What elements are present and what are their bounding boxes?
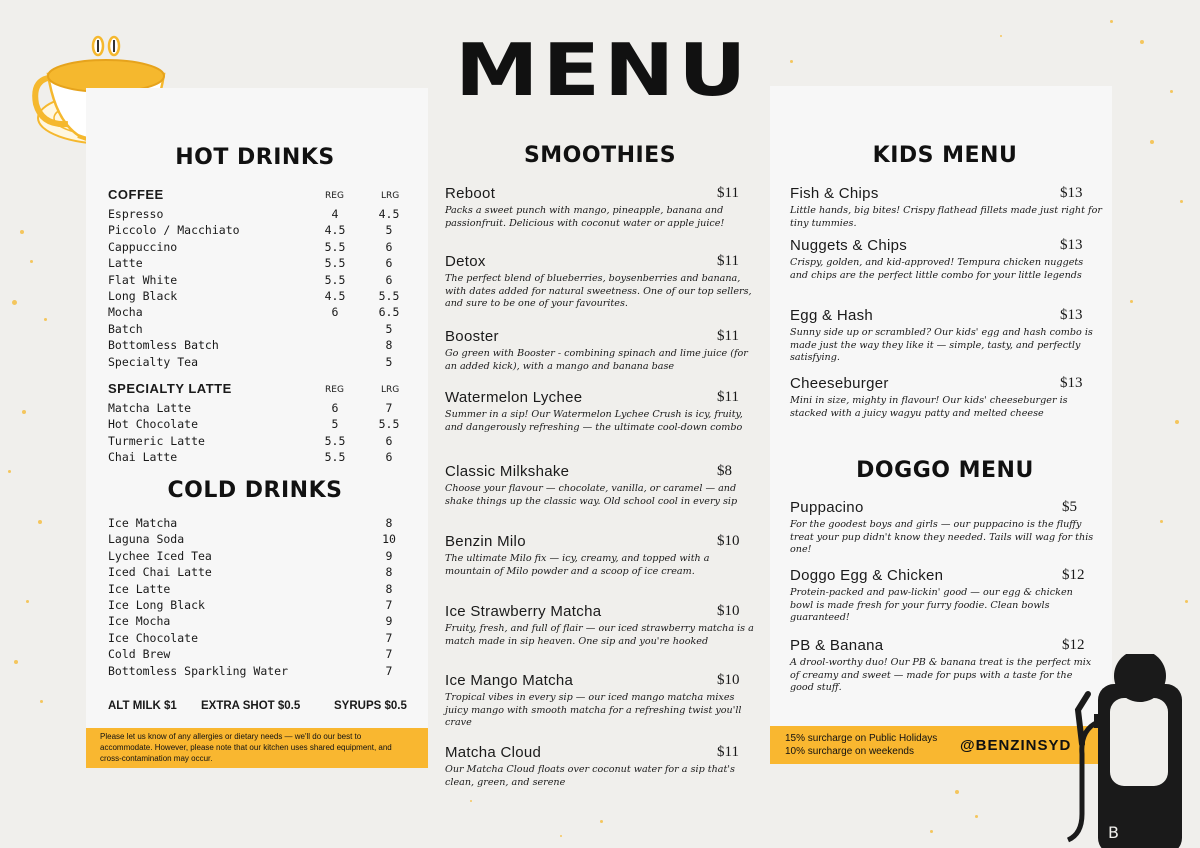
- paint-speck: [40, 700, 43, 703]
- menu-row: [108, 598, 408, 614]
- menu-item: [445, 744, 755, 804]
- item-price: 7: [385, 663, 393, 678]
- specialty-subheading: SPECIALTY LATTE: [108, 381, 232, 396]
- item-name: Puppacino: [790, 499, 864, 516]
- kids-menu-heading: KIDS MENU: [872, 143, 1018, 168]
- menu-item: [790, 307, 1102, 367]
- item-description: The perfect blend of blueberries, boysenberries and banana, with dates added for natural sweetness. One of our top sellers, and sure to be one of your favourites.: [445, 273, 752, 310]
- item-name: Piccolo / Macchiato: [108, 223, 240, 238]
- paint-speck: [12, 300, 17, 305]
- item-reg-price: 4: [331, 207, 339, 221]
- menu-row: [108, 582, 408, 598]
- item-price: 8: [385, 581, 393, 596]
- item-lrg-price: 7: [385, 401, 393, 415]
- coffee-subheading: COFFEE: [108, 187, 164, 202]
- allergy-note: Please let us know of any allergies or dietary needs — we'll do our best to accommodate. However, please note that our kitchen uses shared equipment, and cross-contamination may occur.: [100, 732, 392, 763]
- menu-row: [108, 450, 408, 466]
- item-price: $11: [717, 185, 739, 201]
- menu-item: [445, 672, 755, 732]
- item-name: Chai Latte: [108, 450, 178, 465]
- menu-item: [790, 185, 1102, 245]
- item-name: Long Black: [108, 289, 178, 303]
- paint-speck: [1110, 20, 1113, 23]
- syrups-price: SYRUPS $0.5: [334, 700, 407, 712]
- paint-speck: [975, 815, 978, 818]
- item-name: PB & Banana: [790, 637, 884, 654]
- menu-row: [108, 647, 408, 663]
- hot-drinks-heading: HOT DRINKS: [175, 145, 335, 170]
- item-description: For the goodest boys and girls — our puppacino is the fluffy treat your pup didn't know they needed. Tails will wag for this one!: [790, 519, 1094, 556]
- item-name: Matcha Latte: [108, 401, 192, 415]
- menu-item: [445, 253, 755, 313]
- item-price: 7: [385, 647, 393, 662]
- paint-speck: [20, 230, 24, 234]
- item-description: The ultimate Milo fix — icy, creamy, and topped with a mountain of Milo powder and a scoop of ice cream.: [445, 553, 710, 577]
- item-description: Little hands, big bites! Crispy flathead fillets made just right for tiny tummies.: [790, 205, 1102, 229]
- item-reg-price: 5.5: [324, 272, 346, 287]
- menu-row: [108, 256, 408, 272]
- item-reg-price: 4.5: [324, 289, 346, 303]
- menu-row: [108, 565, 408, 581]
- alt-milk-price: ALT MILK $1: [108, 700, 177, 712]
- item-price: $8: [717, 463, 732, 479]
- menu-item: [790, 637, 1098, 697]
- menu-row: [108, 434, 408, 450]
- menu-row: [108, 631, 408, 647]
- menu-item: [790, 499, 1098, 559]
- item-name: Iced Chai Latte: [108, 565, 212, 580]
- item-name: Ice Matcha: [108, 516, 178, 530]
- item-name: Ice Strawberry Matcha: [445, 603, 602, 620]
- paint-speck: [22, 410, 26, 414]
- item-price: $11: [717, 253, 739, 269]
- menu-row: [108, 614, 408, 630]
- item-description: Fruity, fresh, and full of flair — our iced strawberry matcha is a match made in sip heaven. One sip and you're hooked: [445, 623, 754, 647]
- menu-row: [108, 417, 408, 433]
- item-name: Detox: [445, 253, 486, 270]
- item-description: Packs a sweet punch with mango, pineapple, banana and passionfruit. Delicious with coconut water or apple juice!: [445, 205, 725, 229]
- allergy-note-banner: [86, 728, 428, 768]
- menu-row: [108, 223, 408, 239]
- fuel-pump-icon: [1058, 654, 1188, 848]
- specialty-reg-header: REG: [325, 385, 344, 395]
- paint-speck: [955, 790, 959, 794]
- pump-letter: B: [1108, 823, 1119, 842]
- item-lrg-price: 6: [385, 450, 393, 465]
- doggo-menu-heading: DOGGO MENU: [856, 458, 1034, 483]
- menu-item: [445, 533, 755, 593]
- item-description: Sunny side up or scrambled? Our kids' egg and hash combo is made just the way they like it — simple, tasty, and perfectly satisfying.: [790, 327, 1093, 364]
- coffee-lrg-header: LRG: [381, 191, 400, 201]
- menu-row: [108, 532, 408, 548]
- extra-shot-price: EXTRA SHOT $0.5: [201, 700, 301, 712]
- menu-row: [108, 289, 408, 305]
- item-price: $5: [1062, 499, 1077, 515]
- item-reg-price: 4.5: [324, 223, 346, 238]
- item-price: 10: [382, 532, 396, 547]
- item-lrg-price: 6: [385, 433, 393, 448]
- menu-row: [108, 664, 408, 680]
- item-price: $11: [717, 328, 739, 344]
- item-name: Matcha Cloud: [445, 744, 542, 761]
- menu-item: [445, 389, 755, 449]
- menu-item: [445, 463, 755, 523]
- specialty-lrg-header: LRG: [381, 385, 400, 395]
- item-name: Ice Long Black: [108, 598, 205, 612]
- item-price: $13: [1060, 307, 1083, 323]
- item-name: Ice Mango Matcha: [445, 672, 574, 689]
- item-price: 9: [385, 614, 393, 629]
- cold-drinks-heading: COLD DRINKS: [167, 478, 343, 503]
- paint-speck: [1150, 140, 1154, 144]
- item-lrg-price: 5: [385, 223, 393, 238]
- item-name: Bottomless Sparkling Water: [108, 663, 289, 678]
- item-name: Hot Chocolate: [108, 417, 199, 432]
- item-reg-price: 6: [331, 305, 339, 320]
- item-price: $13: [1060, 185, 1083, 201]
- paint-speck: [930, 830, 933, 833]
- menu-row: [108, 322, 408, 338]
- item-name: Reboot: [445, 185, 496, 202]
- item-description: A drool-worthy duo! Our PB & banana treat is the perfect mix of creamy and sweet — made for pups with a taste for the good stuff.: [790, 657, 1092, 694]
- paint-speck: [8, 470, 11, 473]
- item-reg-price: 5.5: [324, 239, 346, 254]
- menu-row: [108, 401, 408, 417]
- item-name: Bottomless Batch: [108, 338, 219, 353]
- item-price: $12: [1062, 637, 1085, 653]
- item-reg-price: 5.5: [324, 450, 346, 465]
- paint-speck: [1180, 200, 1183, 203]
- item-description: Choose your flavour — chocolate, vanilla, or caramel — and shake things up the classic way. Old school cool in every sip: [445, 483, 738, 507]
- item-reg-price: 5.5: [324, 433, 346, 448]
- menu-item: [790, 237, 1102, 297]
- paint-speck: [26, 600, 29, 603]
- menu-row: [108, 240, 408, 256]
- menu-row: [108, 305, 408, 321]
- item-name: Latte: [108, 256, 143, 271]
- item-price: 9: [385, 548, 393, 563]
- item-lrg-price: 6.5: [378, 305, 400, 320]
- surcharge-banner: [770, 726, 1102, 764]
- paint-speck: [1170, 90, 1173, 93]
- surcharge-holidays: 15% surcharge on Public Holidays: [785, 733, 938, 744]
- paint-speck: [1160, 520, 1163, 523]
- item-price: $10: [717, 533, 740, 549]
- paint-speck: [790, 60, 793, 63]
- item-reg-price: 5.5: [324, 256, 346, 271]
- item-lrg-price: 6: [385, 272, 393, 287]
- item-description: Our Matcha Cloud floats over coconut water for a sip that's clean, green, and serene: [445, 764, 735, 788]
- paint-speck: [44, 318, 47, 321]
- item-lrg-price: 5: [385, 321, 393, 336]
- item-name: Ice Latte: [108, 581, 171, 596]
- smoothies-heading: SMOOTHIES: [523, 143, 677, 168]
- item-lrg-price: 5.5: [378, 417, 400, 432]
- item-name: Nuggets & Chips: [790, 237, 908, 254]
- paint-speck: [14, 660, 18, 664]
- item-price: $12: [1062, 567, 1085, 583]
- item-name: Mocha: [108, 305, 143, 320]
- paint-speck: [30, 260, 33, 263]
- coffee-reg-header: REG: [325, 191, 344, 201]
- item-name: Benzin Milo: [445, 533, 526, 550]
- item-name: Cold Brew: [108, 647, 171, 662]
- surcharge-weekends: 10% surcharge on weekends: [785, 746, 914, 757]
- item-description: Go green with Booster - combining spinach and lime juice (for an added kick), with a mango and banana base: [445, 348, 748, 372]
- item-price: $13: [1060, 237, 1083, 253]
- paint-speck: [1185, 600, 1188, 603]
- paint-speck: [1000, 35, 1002, 37]
- item-lrg-price: 5.5: [378, 289, 400, 303]
- item-lrg-price: 8: [385, 338, 393, 353]
- item-lrg-price: 4.5: [378, 207, 400, 221]
- item-name: Classic Milkshake: [445, 463, 570, 480]
- item-name: Ice Chocolate: [108, 630, 199, 645]
- menu-item: [445, 603, 755, 663]
- menu-item: [445, 185, 755, 245]
- instagram-handle: @BENZINSYD: [960, 737, 1072, 754]
- paint-speck: [1130, 300, 1133, 303]
- item-name: Watermelon Lychee: [445, 389, 583, 406]
- item-price: $13: [1060, 375, 1083, 391]
- menu-item: [790, 567, 1098, 627]
- paint-speck: [38, 520, 42, 524]
- item-description: Summer in a sip! Our Watermelon Lychee Crush is icy, fruity, and dangerously refreshing — the ultimate cool-down combo: [445, 409, 743, 433]
- item-reg-price: 5: [331, 417, 339, 432]
- item-name: Ice Mocha: [108, 614, 171, 629]
- item-name: Cheeseburger: [790, 375, 889, 392]
- item-name: Fish & Chips: [790, 185, 879, 202]
- menu-item: [790, 375, 1102, 435]
- paint-speck: [1140, 40, 1144, 44]
- menu-row: [108, 338, 408, 354]
- item-price: 8: [385, 565, 393, 580]
- paint-speck: [1175, 420, 1179, 424]
- item-name: Cappuccino: [108, 239, 178, 254]
- item-lrg-price: 5: [385, 354, 393, 369]
- item-price: 7: [385, 630, 393, 645]
- item-name: Booster: [445, 328, 499, 345]
- menu-item: [445, 328, 755, 388]
- paint-speck: [600, 820, 603, 823]
- item-name: Laguna Soda: [108, 532, 185, 547]
- menu-row: [108, 207, 408, 223]
- item-description: Mini in size, mighty in flavour! Our kids' cheeseburger is stacked with a juicy wagyu patty and melted cheese: [790, 395, 1068, 419]
- item-price: $11: [717, 389, 739, 405]
- menu-row: [108, 273, 408, 289]
- item-lrg-price: 6: [385, 256, 393, 271]
- item-lrg-price: 6: [385, 239, 393, 254]
- item-description: Tropical vibes in every sip — our iced mango matcha mixes juicy mango with smooth matcha for a refreshing twist you'll crave: [445, 692, 742, 729]
- menu-row: [108, 355, 408, 371]
- item-price: $11: [717, 744, 739, 760]
- item-name: Doggo Egg & Chicken: [790, 567, 944, 584]
- item-name: Turmeric Latte: [108, 433, 205, 448]
- item-name: Lychee Iced Tea: [108, 548, 212, 563]
- item-price: 8: [385, 516, 393, 530]
- item-name: Egg & Hash: [790, 307, 874, 324]
- menu-row: [108, 549, 408, 565]
- item-name: Flat White: [108, 272, 178, 287]
- item-price: 7: [385, 598, 393, 612]
- item-name: Batch: [108, 321, 143, 336]
- item-name: Espresso: [108, 207, 164, 221]
- item-name: Specialty Tea: [108, 354, 199, 369]
- item-description: Crispy, golden, and kid-approved! Tempura chicken nuggets and chips are the perfect little combo for your little legends: [790, 257, 1084, 281]
- page-title: MENU: [455, 27, 751, 113]
- paint-speck: [560, 835, 562, 837]
- menu-row: [108, 516, 408, 532]
- item-description: Protein-packed and paw-lickin' good — our egg & chicken bowl is made fresh for your furry foodie. Clean bowls guaranteed!: [790, 587, 1073, 624]
- item-price: $10: [717, 672, 740, 688]
- item-price: $10: [717, 603, 740, 619]
- item-reg-price: 6: [331, 401, 339, 415]
